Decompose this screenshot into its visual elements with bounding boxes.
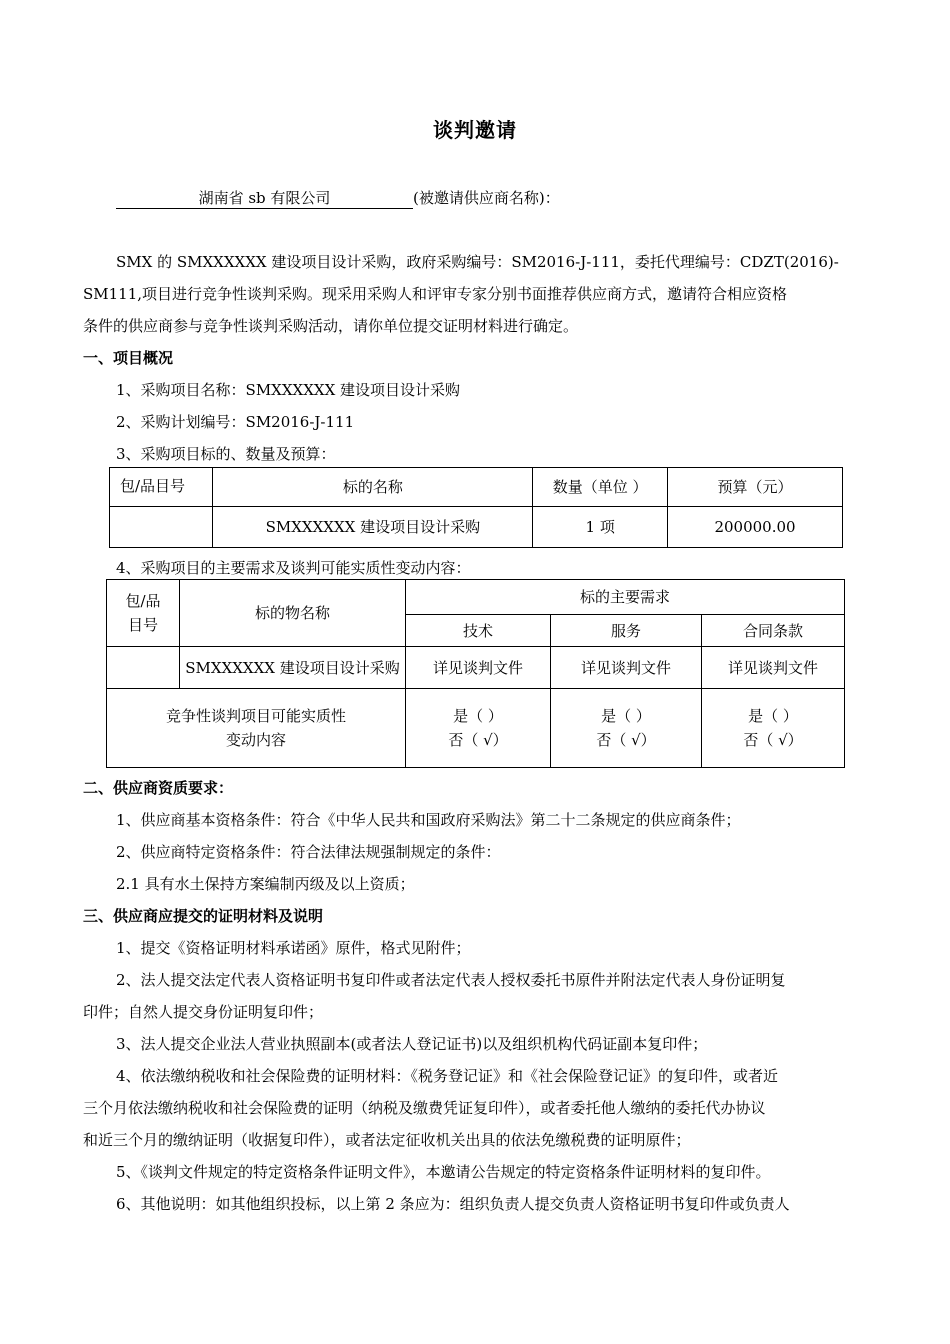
section-1-item-2: 2、采购计划编号：SM2016-J-111 — [116, 413, 355, 431]
table-row — [110, 468, 843, 507]
req-change-tech-no: 否（ √） — [448, 731, 508, 749]
table-row — [107, 647, 845, 689]
section-3-line-1: 1、提交《资格证明材料承诺函》原件，格式见附件； — [116, 939, 471, 957]
section-1-item-1: 1、采购项目名称：SMXXXXXX 建设项目设计采购 — [116, 381, 461, 399]
section-3-line-6: 三个月依法缴纳税收和社会保险费的证明（纳税及缴费凭证复印件），或者委托他人缴纳的委托代办协议 — [83, 1099, 766, 1117]
req-header-pkg-line-2: 目号 — [127, 616, 158, 634]
req-change-tech-yes: 是（ ） — [453, 707, 503, 725]
req-cell-pkg — [107, 647, 180, 689]
supplier-name: 湖南省 sb 有限公司 — [116, 188, 413, 209]
req-change-contract-no: 否（ √） — [743, 731, 803, 749]
budget-cell-pkg — [110, 507, 213, 548]
section-1-item-3: 3、采购项目标的、数量及预算： — [116, 445, 336, 463]
section-2-line-2: 2、供应商特定资格条件：符合法律法规强制规定的条件： — [116, 843, 501, 861]
budget-cell-name: SMXXXXXX 建设项目设计采购 — [213, 507, 533, 548]
section-1-item-4: 4、采购项目的主要需求及谈判可能实质性变动内容： — [116, 559, 471, 577]
req-cell-tech: 详见谈判文件 — [406, 647, 551, 689]
req-change-label-line-2: 变动内容 — [225, 731, 286, 749]
req-change-tech — [406, 689, 551, 768]
section-3-line-3: 印件；自然人提交身份证明复印件； — [83, 1003, 324, 1021]
section-3-line-5: 4、依法缴纳税收和社会保险费的证明材料：《税务登记证》和《社会保险登记证》的复印件，或者近 — [116, 1067, 779, 1085]
addressee-line — [116, 188, 560, 209]
req-subheader-tech: 技术 — [406, 615, 551, 647]
req-change-service-no: 否（ √） — [596, 731, 656, 749]
table-row — [107, 689, 845, 768]
budget-header-budget: 预算（元） — [668, 468, 843, 507]
section-3-heading: 三、供应商应提交的证明材料及说明 — [83, 907, 324, 925]
section-3-line-7: 和近三个月的缴纳证明（收据复印件），或者法定征收机关出具的依法免缴税费的证明原件； — [83, 1131, 691, 1149]
budget-cell-qty: 1 项 — [533, 507, 668, 548]
section-2-line-3: 2.1 具有水土保持方案编制丙级及以上资质； — [116, 875, 415, 893]
req-header-main: 标的主要需求 — [406, 580, 845, 615]
intro-line-2: SM111,项目进行竞争性谈判采购。现采用采购人和评审专家分别书面推荐供应商方式，邀请符合相应资格 — [83, 285, 788, 303]
req-change-service — [551, 689, 702, 768]
req-cell-contract: 详见谈判文件 — [702, 647, 845, 689]
intro-line-1: SMX 的 SMXXXXXX 建设项目设计采购，政府采购编号：SM2016-J-111，委托代理编号：CDZT(2016)- — [116, 253, 839, 271]
req-header-name: 标的物名称 — [180, 580, 406, 647]
section-1-heading: 一、项目概况 — [83, 349, 174, 367]
req-subheader-contract: 合同条款 — [702, 615, 845, 647]
req-change-contract-yes: 是（ ） — [748, 707, 798, 725]
section-3-line-2: 2、法人提交法定代表人资格证明书复印件或者法定代表人授权委托书原件并附法定代表人身份证明复 — [116, 971, 786, 989]
req-header-pkg-line-1: 包/品 — [125, 592, 161, 610]
budget-header-qty: 数量（单位 ） — [533, 468, 668, 507]
budget-table — [109, 467, 843, 548]
section-3-line-4: 3、法人提交企业法人营业执照副本(或者法人登记证书)以及组织机构代码证副本复印件； — [116, 1035, 708, 1053]
section-3-line-8: 5、《谈判文件规定的特定资格条件证明文件》，本邀请公告规定的特定资格条件证明材料的复印件。 — [116, 1163, 771, 1181]
req-change-label-line-1: 竞争性谈判项目可能实质性 — [165, 707, 346, 725]
req-change-contract — [702, 689, 845, 768]
addressee-suffix: (被邀请供应商名称)： — [413, 189, 560, 207]
req-header-pkg — [107, 580, 180, 647]
requirements-table — [106, 579, 845, 768]
table-row — [107, 580, 845, 615]
budget-header-pkg: 包/品目号 — [110, 468, 213, 507]
budget-cell-budget: 200000.00 — [668, 507, 843, 548]
req-change-label — [107, 689, 406, 768]
section-2-heading: 二、供应商资质要求： — [83, 779, 234, 797]
budget-header-name: 标的名称 — [213, 468, 533, 507]
req-cell-service: 详见谈判文件 — [551, 647, 702, 689]
req-cell-name: SMXXXXXX 建设项目设计采购 — [180, 647, 406, 689]
section-2-line-1: 1、供应商基本资格条件：符合《中华人民共和国政府采购法》第二十二条规定的供应商条件； — [116, 811, 741, 829]
req-subheader-service: 服务 — [551, 615, 702, 647]
intro-line-3: 条件的供应商参与竞争性谈判采购活动，请你单位提交证明材料进行确定。 — [83, 317, 579, 335]
page-title: 谈判邀请 — [433, 118, 517, 142]
table-row — [110, 507, 843, 548]
req-change-service-yes: 是（ ） — [601, 707, 651, 725]
section-3-line-9: 6、其他说明：如其他组织投标，以上第 2 条应为：组织负责人提交负责人资格证明书复印件或负责人 — [116, 1195, 790, 1213]
